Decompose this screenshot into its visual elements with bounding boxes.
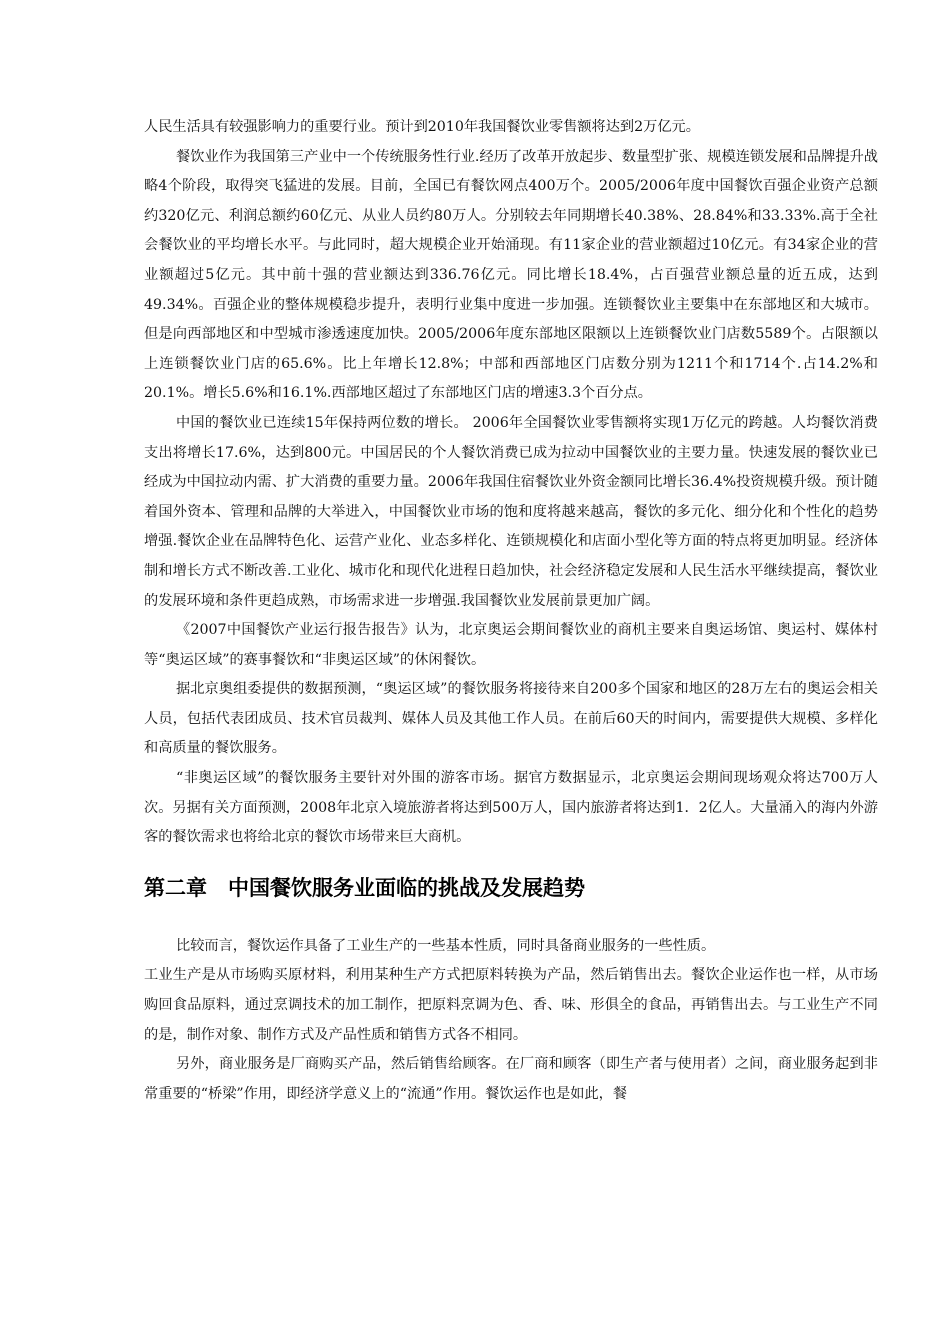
chapter-heading: 第二章 中国餐饮服务业面临的挑战及发展趋势 <box>144 875 585 900</box>
paragraph-9: 另外，商业服务是厂商购买产品，然后销售给顾客。在厂商和顾客（即生产者与使用者）之间，商业服务起到非常重要的“桥梁”作用，即经济学意义上的“流通”作用。餐饮运作也是如此，餐 <box>144 1056 878 1102</box>
paragraph-1: 人民生活具有较强影响力的重要行业。预计到2010年我国餐饮业零售额将达到2万亿元。 <box>144 119 700 135</box>
paragraph-2: 餐饮业作为我国第三产业中一个传统服务性行业.经历了改革开放起步、数量型扩张、规模连锁发展和品牌提升战略4个阶段，取得突飞猛进的发展。目前，全国已有餐饮网点400万个。2005/2006年度中国餐饮百强企业资产总额约320亿元、利润总额约60亿元、从业人员约80万人。分别较去年同期增长40.38%、28.84%和33.33%.高于全社会餐饮业的平均增长水平。与此同时，超大规模企业开始涌现。有11家企业的营业额超过10亿元。有34家企业的营业额超过5亿元。其中前十强的营业额达到336.76亿元。同比增长18.4%，占百强营业额总量的近五成，达到49.34%。百强企业的整体规模稳步提升，表明行业集中度进一步加强。连锁餐饮业主要集中在东部地区和大城市。但是向西部地区和中型城市渗透速度加快。2005/2006年度东部地区限额以上连锁餐饮业门店数5589个。占限额以上连锁餐饮业门店的65.6%。比上年增长12.8%；中部和西部地区门店数分别为1211个和1714个.占14.2%和20.1%。增长5.6%和16.1%.西部地区超过了东部地区门店的增速3.3个百分点。 <box>144 148 878 402</box>
paragraph-4: 《2007中国餐饮产业运行报告报告》认为，北京奥运会期间餐饮业的商机主要来自奥运场馆、奥运村、媒体村等“奥运区域”的赛事餐饮和“非奥运区域”的休闲餐饮。 <box>144 622 878 668</box>
paragraph-5: 据北京奥组委提供的数据预测，“奥运区域”的餐饮服务将接待来自200多个国家和地区的28万左右的奥运会相关人员，包括代表团成员、技术官员裁判、媒体人员及其他工作人员。在前后60天的时间内，需要提供大规模、多样化和高质量的餐饮服务。 <box>144 681 878 757</box>
paragraph-3: 中国的餐饮业已连续15年保持两位数的增长。 2006年全国餐饮业零售额将实现1万亿元的跨越。人均餐饮消费支出将增长17.6%，达到800元。中国居民的个人餐饮消费已成为拉动中国餐饮业的主要力量。快速发展的餐饮业已经成为中国拉动内需、扩大消费的重要力量。2006年我国住宿餐饮业外资金额同比增长36.4%投资规模升级。预计随着国外资本、管理和品牌的大举进入，中国餐饮业市场的饱和度将越来越高，餐饮的多元化、细分化和个性化的趋势增强.餐饮企业在品牌特色化、运营产业化、业态多样化、连锁规模化和店面小型化等方面的特点将更加明显。经济体制和增长方式不断改善.工业化、城市化和现代化进程日趋加快，社会经济稳定发展和人民生活水平继续提高，餐饮业的发展环境和条件更趋成熟，市场需求进一步增强.我国餐饮业发展前景更加广阔。 <box>144 414 878 609</box>
paragraph-7: 比较而言，餐饮运作具备了工业生产的一些基本性质，同时具备商业服务的一些性质。 <box>176 937 716 954</box>
paragraph-8: 工业生产是从市场购买原材料，利用某种生产方式把原料转换为产品，然后销售出去。餐饮企业运作也一样，从市场购回食品原料，通过烹调技术的加工制作，把原料烹调为色、香、味、形俱全的食品，再销售出去。与工业生产不同的是，制作对象、制作方式及产品性质和销售方式各不相同。 <box>144 967 878 1043</box>
document-body <box>144 113 878 1109</box>
paragraph-6: “非奥运区域”的餐饮服务主要针对外围的游客市场。据官方数据显示，北京奥运会期间现场观众将达700万人次。另据有关方面预测，2008年北京入境旅游者将达到500万人，国内旅游者将达到1．2亿人。大量涌入的海内外游客的餐饮需求也将给北京的餐饮市场带来巨大商机。 <box>144 770 878 846</box>
